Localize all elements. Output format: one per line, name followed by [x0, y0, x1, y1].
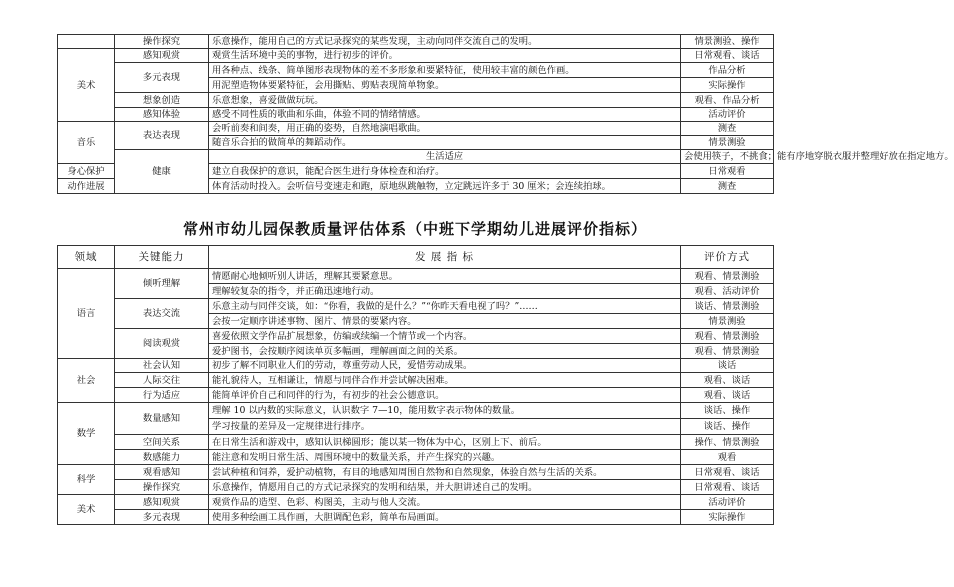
table-row	[58, 108, 774, 122]
table-row	[58, 35, 774, 49]
method-cell: 谈话、操作	[681, 403, 774, 419]
indicator-cell: 能简单评价自己和同伴的行为，有初步的社会公德意识。	[209, 388, 681, 403]
indicator-cell: 能礼貌待人，互相谦让，情愿与同伴合作并尝试解决困难。	[209, 373, 681, 388]
method-cell: 观看、情景测验	[681, 329, 774, 344]
domain-cell: 音乐	[58, 122, 115, 164]
indicator-cell: 用泥塑造物体要紧特征，会用撕贴、剪贴表现简单物象。	[209, 78, 681, 93]
ability-cell: 操作探究	[115, 480, 209, 495]
domain-cell: 健康	[115, 150, 209, 194]
indicator-cell: 乐意操作，能用自己的方式记录探究的某些发现，主动向同伴交流自己的发明。	[209, 35, 681, 49]
indicator-cell: 学习按量的差异及一定规律进行排序。	[209, 419, 681, 435]
ability-cell: 阅读观赏	[115, 329, 209, 359]
ability-cell: 多元表现	[115, 510, 209, 525]
method-cell: 日常观看、谈话	[681, 465, 774, 480]
indicator-cell: 随音乐合拍的做简单的舞蹈动作。	[209, 136, 681, 150]
ability-cell: 身心保护	[58, 164, 115, 179]
indicator-cell: 理解 10 以内数的实际意义，认识数字 7—10，能用数字表示物体的数量。	[209, 403, 681, 419]
indicator-cell: 能注意和发明日常生活、周围环境中的数量关系，并产生探究的兴趣。	[209, 450, 681, 465]
ability-cell: 行为适应	[115, 388, 209, 403]
header-indicator: 发 展 指 标	[209, 246, 681, 269]
ability-cell: 动作进展	[58, 179, 115, 194]
method-cell: 作品分析	[681, 63, 774, 78]
indicator-cell: 感受不同性质的歌曲和乐曲，体验不同的情绪情感。	[209, 108, 681, 122]
indicator-cell: 乐意主动与同伴交谈，如：“你看，我做的是什么？”“你昨天看电视了吗？”……	[209, 299, 681, 314]
table-header-row	[58, 246, 774, 269]
method-cell: 活动评价	[681, 108, 774, 122]
indicator-cell: 在日常生活和游戏中，感知认识梯圆形；能以某一物体为中心，区别上下、前后。	[209, 435, 681, 450]
table-row	[58, 329, 774, 344]
domain-cell	[58, 35, 115, 49]
indicator-cell: 尝试种植和饲养，爱护动植物，有目的地感知周围自然物和自然现象，体验自然与生活的关系。	[209, 465, 681, 480]
table-row	[58, 480, 774, 495]
ability-cell: 操作探究	[115, 35, 209, 49]
ability-cell: 观看感知	[115, 465, 209, 480]
ability-cell: 想象创造	[115, 93, 209, 108]
table-row	[58, 299, 774, 314]
indicator-cell: 观赏作品的造型、色彩、构图美，主动与他人交流。	[209, 495, 681, 510]
table-row	[58, 510, 774, 525]
method-cell: 日常观看、谈话	[681, 480, 774, 495]
ability-cell: 表达交流	[115, 299, 209, 329]
method-cell: 活动评价	[681, 495, 774, 510]
method-cell: 实际操作	[681, 78, 774, 93]
table-row	[58, 93, 774, 108]
table-row	[58, 403, 774, 419]
indicator-cell: 会按一定顺序讲述事物、图片、情景的要紧内容。	[209, 314, 681, 329]
indicator-cell: 用各种点、线条、简单图形表现物体的差不多形象和要紧特征，使用较丰富的颜色作画。	[209, 63, 681, 78]
indicator-cell: 初步了解不同职业人们的劳动，尊重劳动人民，爱惜劳动成果。	[209, 359, 681, 373]
domain-cell: 语言	[58, 269, 115, 359]
ability-cell: 感知观赏	[115, 49, 209, 63]
ability-cell: 空间关系	[115, 435, 209, 450]
table-row	[58, 359, 774, 373]
method-cell: 观看、作品分析	[681, 93, 774, 108]
table-row	[58, 150, 774, 164]
method-cell: 观看、情景测验	[681, 269, 774, 284]
indicator-cell: 使用多种绘画工具作画，大胆调配色彩，简单布局画面。	[209, 510, 681, 525]
indicator-cell: 喜爱依照文学作品扩展想象，仿编或续编一个情节或一个内容。	[209, 329, 681, 344]
method-cell: 日常观看、谈话	[681, 49, 774, 63]
ability-cell: 感知体验	[115, 108, 209, 122]
indicator-cell: 情愿耐心地倾听别人讲话，理解其要紧意思。	[209, 269, 681, 284]
domain-cell: 科学	[58, 465, 115, 495]
method-cell: 情景测验、操作	[681, 35, 774, 49]
ability-cell: 多元表现	[115, 63, 209, 93]
method-cell: 观看、活动评价	[681, 284, 774, 299]
method-cell: 谈话、操作	[681, 419, 774, 435]
indicator-cell: 乐意操作，情愿用自己的方式记录探究的发明和结果，并大胆讲述自己的发明。	[209, 480, 681, 495]
table-row	[58, 373, 774, 388]
indicator-cell: 建立自我保护的意识，能配合医生进行身体检查和治疗。	[209, 164, 681, 179]
table-row	[58, 465, 774, 480]
table-row	[58, 63, 774, 78]
ability-cell: 数感能力	[115, 450, 209, 465]
ability-cell: 倾听理解	[115, 269, 209, 299]
domain-cell: 美术	[58, 49, 115, 122]
domain-cell: 美术	[58, 495, 115, 525]
ability-cell: 表达表现	[115, 122, 209, 150]
table-row	[58, 49, 774, 63]
ability-cell: 感知观赏	[115, 495, 209, 510]
evaluation-table	[57, 245, 774, 525]
method-cell: 操作、情景测验	[681, 435, 774, 450]
indicator-cell: 爱护图书，会按顺序阅读单页多幅画，理解画面之间的关系。	[209, 344, 681, 359]
method-cell: 实际操作	[681, 510, 774, 525]
indicator-cell: 体育活动时投入。会听信号变速走和跑，原地纵跳触物，立定跳远许多于 30 厘米；会连续拍球。	[209, 179, 681, 194]
indicator-cell: 理解较复杂的指令，并正确迅速地行动。	[209, 284, 681, 299]
ability-cell: 人际交往	[115, 373, 209, 388]
ability-cell: 数量感知	[115, 403, 209, 435]
table-row	[58, 122, 774, 136]
table-row	[58, 495, 774, 510]
domain-cell: 社会	[58, 359, 115, 403]
ability-cell: 生活适应	[209, 150, 681, 164]
method-cell: 日常观看	[681, 164, 774, 179]
table-row	[58, 450, 774, 465]
table-row	[58, 388, 774, 403]
ability-cell: 社会认知	[115, 359, 209, 373]
page-title: 常州市幼儿园保教质量评估体系（中班下学期幼儿进展评价指标）	[182, 220, 647, 238]
domain-cell: 数学	[58, 403, 115, 465]
method-cell: 情景测验	[681, 314, 774, 329]
method-cell: 测查	[681, 179, 774, 194]
method-cell: 测查	[681, 122, 774, 136]
method-cell: 观看、谈话	[681, 388, 774, 403]
header-ability: 关键能力	[115, 246, 209, 269]
header-method: 评价方式	[681, 246, 774, 269]
table-row	[58, 269, 774, 284]
method-cell: 观看、谈话	[681, 373, 774, 388]
indicator-cell: 会使用筷子，不挑食；能有序地穿脱衣服并整理好放在指定地方。	[681, 150, 774, 164]
method-cell: 谈话	[681, 359, 774, 373]
header-domain: 领域	[58, 246, 115, 269]
method-cell: 情景测验	[681, 136, 774, 150]
indicator-cell: 观赏生活环境中美的事物，进行初步的评价。	[209, 49, 681, 63]
method-cell: 观看、情景测验	[681, 344, 774, 359]
table-row	[58, 435, 774, 450]
indicator-cell: 会听前奏和间奏，用正确的姿势，自然地演唱歌曲。	[209, 122, 681, 136]
indicator-cell: 乐意想象，喜爱做做玩玩。	[209, 93, 681, 108]
method-cell: 观看	[681, 450, 774, 465]
method-cell: 谈话、情景测验	[681, 299, 774, 314]
continuation-table	[57, 34, 954, 194]
